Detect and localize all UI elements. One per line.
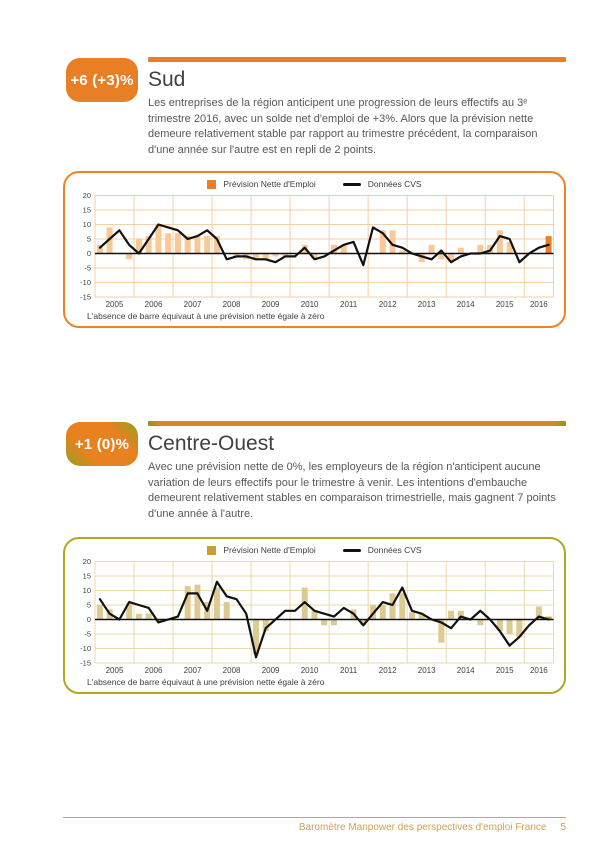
x-axis-year-label: 2014 — [456, 300, 475, 309]
bar — [194, 585, 200, 620]
y-axis-label: -5 — [84, 629, 91, 639]
x-axis-year-label: 2005 — [105, 300, 124, 309]
x-axis-year-label: 2011 — [340, 666, 358, 675]
bar — [507, 620, 513, 635]
section-title: Sud — [148, 68, 186, 91]
y-axis-label: -5 — [84, 263, 91, 273]
y-axis-label: 15 — [82, 205, 91, 215]
x-axis-year-label: 2010 — [300, 300, 319, 309]
bar — [458, 248, 464, 254]
y-axis-label: -15 — [80, 658, 91, 668]
bar — [331, 620, 337, 626]
legend-bar-label: Prévision Nette d'Emploi — [223, 179, 316, 189]
x-axis-year-label: 2012 — [378, 300, 397, 309]
chart-svg-sud — [73, 191, 556, 310]
y-axis-label: 10 — [82, 586, 91, 596]
section-divider-rule — [148, 57, 566, 62]
bar — [224, 602, 230, 619]
chart-legend — [73, 177, 556, 191]
bar — [175, 233, 181, 253]
x-axis-year-label: 2014 — [456, 666, 475, 675]
forecast-badge: +6 (+3)% — [66, 58, 138, 102]
bar — [477, 620, 483, 626]
chart-footnote: L'absence de barre équivaut à une prévision nette égale à zéro — [87, 677, 325, 687]
x-axis-year-label: 2008 — [222, 666, 241, 675]
x-axis-year-label: 2009 — [261, 300, 280, 309]
bar — [126, 254, 132, 260]
footer-title: Baromètre Manpower des perspectives d'emploi France — [298, 822, 547, 833]
x-axis-year-label: 2007 — [183, 666, 202, 675]
legend-line-swatch — [343, 549, 361, 552]
chart-svg-centre-ouest — [73, 557, 556, 676]
bar — [165, 233, 171, 253]
y-axis-label: 0 — [86, 615, 91, 625]
x-axis-year-label: 2016 — [529, 300, 548, 309]
bar — [399, 593, 405, 619]
y-axis-label: 15 — [82, 571, 91, 581]
bar — [185, 586, 191, 619]
forecast-badge: +1 (0)% — [66, 422, 138, 466]
section-paragraph: Les entreprises de la région anticipent une progression de leurs effectifs au 3ᵉ trimestre 2016, avec un solde net d'emploi de +3%. Alors que la prévision nette demeure relativement stable par rapport au trimestre précédent, la comparaison d'une année sur l'autre est en repli de 2 points. — [148, 97, 538, 156]
x-axis-year-label: 2007 — [183, 300, 202, 309]
legend-bar-swatch — [207, 180, 216, 189]
legend-bar-swatch — [207, 546, 216, 555]
x-axis-year-label: 2015 — [495, 666, 514, 675]
bar — [409, 612, 415, 619]
y-axis-label: -10 — [80, 644, 91, 654]
y-axis-label: -10 — [80, 278, 91, 288]
legend-bar-label: Prévision Nette d'Emploi — [223, 545, 316, 555]
x-axis-year-label: 2013 — [417, 666, 436, 675]
legend-line-swatch — [343, 183, 361, 186]
x-axis-year-label: 2013 — [417, 300, 436, 309]
chart-card — [63, 171, 566, 328]
footer-row — [63, 822, 566, 833]
y-axis-label: 5 — [86, 600, 91, 610]
bar — [380, 605, 386, 620]
footer-rule — [63, 817, 566, 818]
y-axis-label: 5 — [86, 234, 91, 244]
x-axis-year-label: 2006 — [144, 666, 163, 675]
chart-legend — [73, 543, 556, 557]
x-axis-year-label: 2015 — [495, 300, 514, 309]
y-axis-label: -15 — [80, 292, 91, 302]
x-axis-year-label: 2009 — [261, 666, 280, 675]
bar — [146, 614, 152, 620]
bar — [97, 605, 103, 620]
page-footer — [63, 817, 566, 833]
x-axis-year-label: 2016 — [529, 666, 548, 675]
x-axis-year-label: 2010 — [300, 666, 319, 675]
bar — [214, 588, 220, 620]
bar — [448, 611, 454, 620]
section-centre-ouest — [63, 421, 566, 694]
y-axis-label: 10 — [82, 220, 91, 230]
chart-footnote: L'absence de barre équivaut à une prévision nette égale à zéro — [87, 311, 325, 321]
bar — [136, 614, 142, 620]
bar — [497, 230, 503, 253]
legend-line-label: Données CVS — [367, 545, 422, 555]
legend-line-label: Données CVS — [367, 179, 422, 189]
section-title: Centre-Ouest — [148, 432, 275, 455]
bar — [429, 245, 435, 254]
page-number: 5 — [560, 822, 566, 833]
section-sud — [63, 57, 566, 328]
x-axis-year-label: 2012 — [378, 666, 397, 675]
section-divider-rule — [148, 421, 566, 426]
bar — [390, 593, 396, 619]
x-axis-year-label: 2006 — [144, 300, 163, 309]
y-axis-label: 0 — [86, 249, 91, 259]
chart-card — [63, 537, 566, 694]
y-axis-label: 20 — [82, 191, 91, 201]
x-axis-year-label: 2008 — [222, 300, 241, 309]
y-axis-label: 20 — [82, 557, 91, 567]
x-axis-year-label: 2005 — [105, 666, 124, 675]
bar — [204, 236, 210, 253]
section-paragraph: Avec une prévision nette de 0%, les employeurs de la région n'anticipent aucune variation de leurs effectifs pour le trimestre à venir. Les intentions d'embauche demeurent relativement stables en comparaison trimestrielle, mais gagnent 7 points d'une année à l'autre. — [148, 461, 556, 520]
x-axis-year-label: 2011 — [340, 300, 358, 309]
bar — [321, 620, 327, 626]
bar — [194, 236, 200, 253]
